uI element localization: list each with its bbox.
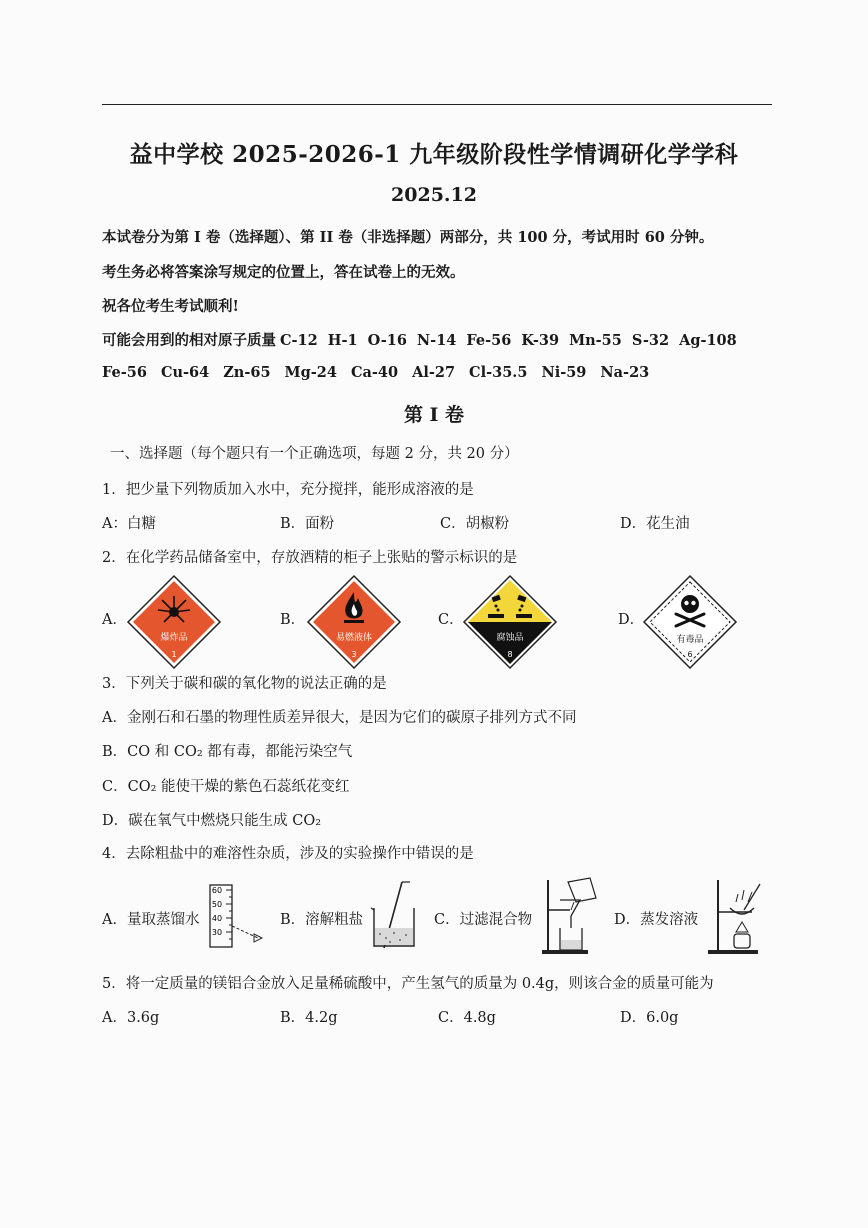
- mass-item: Cl-35.5: [469, 364, 528, 381]
- mass-item: Mn-55: [569, 332, 622, 349]
- q4-option-b: B．溶解粗盐: [280, 912, 364, 928]
- mass-item: O-16: [367, 332, 407, 349]
- mass-item: Cu-64: [160, 364, 210, 381]
- q1-option-b: B．面粉: [280, 516, 335, 532]
- q4-option-c: C．过滤混合物: [434, 912, 533, 928]
- cylinder-tick-label: 30: [211, 928, 223, 937]
- intro-line-3: 祝各位考生考试顺利!: [102, 298, 239, 315]
- atomic-masses-row-2: [102, 364, 659, 381]
- exam-date: 2025.12: [391, 184, 477, 206]
- q3-option-c: C．CO₂ 能使干燥的紫色石蕊纸花变红: [102, 779, 350, 795]
- atomic-masses-row-1: [102, 329, 747, 350]
- question-5-stem: 5．将一定质量的镁铝合金放入足量稀硫酸中，产生氢气的质量为 0.4g，则该合金的质量可能为: [102, 976, 714, 992]
- q2-option-a: A．: [102, 612, 127, 628]
- sign-class-number: 1: [171, 650, 177, 659]
- explosive-sign: [126, 574, 222, 670]
- cylinder-tick-label: 40: [211, 914, 223, 923]
- mass-item: Al-27: [412, 364, 456, 381]
- intro-line-2: 考生务必将答案涂写规定的位置上，答在试卷上的无效。: [102, 264, 465, 281]
- corrosive-sign: [462, 574, 558, 670]
- question-3-stem: 3．下列关于碳和碳的氧化物的说法正确的是: [102, 676, 387, 692]
- atomic-masses-label: 可能会用到的相对原子质量: [102, 332, 276, 349]
- filtration-apparatus-illustration: [540, 876, 602, 956]
- q2-option-b: B．: [280, 612, 306, 628]
- volume-title: 第 I 卷: [403, 404, 465, 426]
- q5-option-c: C．4.8g: [438, 1010, 496, 1026]
- toxic-sign: [642, 574, 738, 670]
- q3-option-d: D．碳在氧气中燃烧只能生成 CO₂: [102, 813, 322, 829]
- q3-option-a: A．金刚石和石墨的物理性质差异很大，是因为它们的碳原子排列方式不同: [102, 710, 577, 726]
- cylinder-tick-label: 50: [211, 900, 223, 909]
- mass-item: Mg-24: [284, 364, 337, 381]
- flammable-liquid-sign: [306, 574, 402, 670]
- sign-label: 爆炸品: [160, 633, 188, 643]
- q1-option-d: D．花生油: [620, 516, 690, 532]
- evaporation-apparatus-illustration: [706, 876, 766, 956]
- q2-option-c: C．: [438, 612, 464, 628]
- q5-option-d: D．6.0g: [620, 1010, 679, 1026]
- mass-item: Ca-40: [350, 364, 399, 381]
- mass-item: C-12: [280, 332, 318, 349]
- mass-item: Fe-56: [466, 332, 512, 349]
- q4-option-d: D．蒸发溶液: [614, 912, 699, 928]
- header-rule: [102, 104, 772, 105]
- q1-option-c: C．胡椒粉: [440, 516, 510, 532]
- cylinder-tick-label: 60: [211, 886, 223, 895]
- question-1-stem: 1．把少量下列物质加入水中，充分搅拌，能形成溶液的是: [102, 482, 474, 498]
- intro-line-1: 本试卷分为第 I 卷（选择题）、第 II 卷（非选择题）两部分，共 100 分，考试用时 60 分钟。: [102, 229, 714, 246]
- sign-label: 腐蚀品: [496, 633, 524, 643]
- mass-item: Ag-108: [679, 332, 737, 349]
- sign-class-number: 3: [351, 650, 357, 659]
- sign-label: 有毒品: [676, 635, 704, 645]
- mass-item: Zn-65: [223, 364, 271, 381]
- mass-item: H-1: [327, 332, 358, 349]
- q1-option-a: A：白糖: [102, 516, 156, 532]
- question-4-stem: 4．去除粗盐中的难溶性杂质，涉及的实验操作中错误的是: [102, 846, 474, 862]
- graduated-cylinder-illustration: [204, 882, 266, 948]
- dissolving-beaker-illustration: [366, 880, 426, 950]
- mass-item: Ni-59: [541, 364, 587, 381]
- exam-title: 益中学校 2025-2026-1 九年级阶段性学情调研化学学科: [129, 141, 739, 168]
- sign-class-number: 6: [687, 650, 693, 659]
- section-heading: 一、选择题（每个题只有一个正确选项，每题 2 分，共 20 分）: [110, 446, 519, 462]
- question-2-stem: 2．在化学药品储备室中，存放酒精的柜子上张贴的警示标识的是: [102, 550, 518, 566]
- q2-option-d: D．: [618, 612, 645, 628]
- q5-option-b: B．4.2g: [280, 1010, 338, 1026]
- mass-item: N-14: [416, 332, 457, 349]
- mass-item: Fe-56: [102, 364, 147, 381]
- sign-label: 易燃液体: [335, 633, 373, 643]
- mass-item: S-32: [631, 332, 670, 349]
- q4-option-a: A．量取蒸馏水: [102, 912, 200, 928]
- sign-class-number: 8: [507, 650, 513, 659]
- mass-item: Na-23: [600, 364, 650, 381]
- q5-option-a: A．3.6g: [102, 1010, 160, 1026]
- mass-item: K-39: [521, 332, 560, 349]
- q3-option-b: B．CO 和 CO₂ 都有毒，都能污染空气: [102, 744, 353, 760]
